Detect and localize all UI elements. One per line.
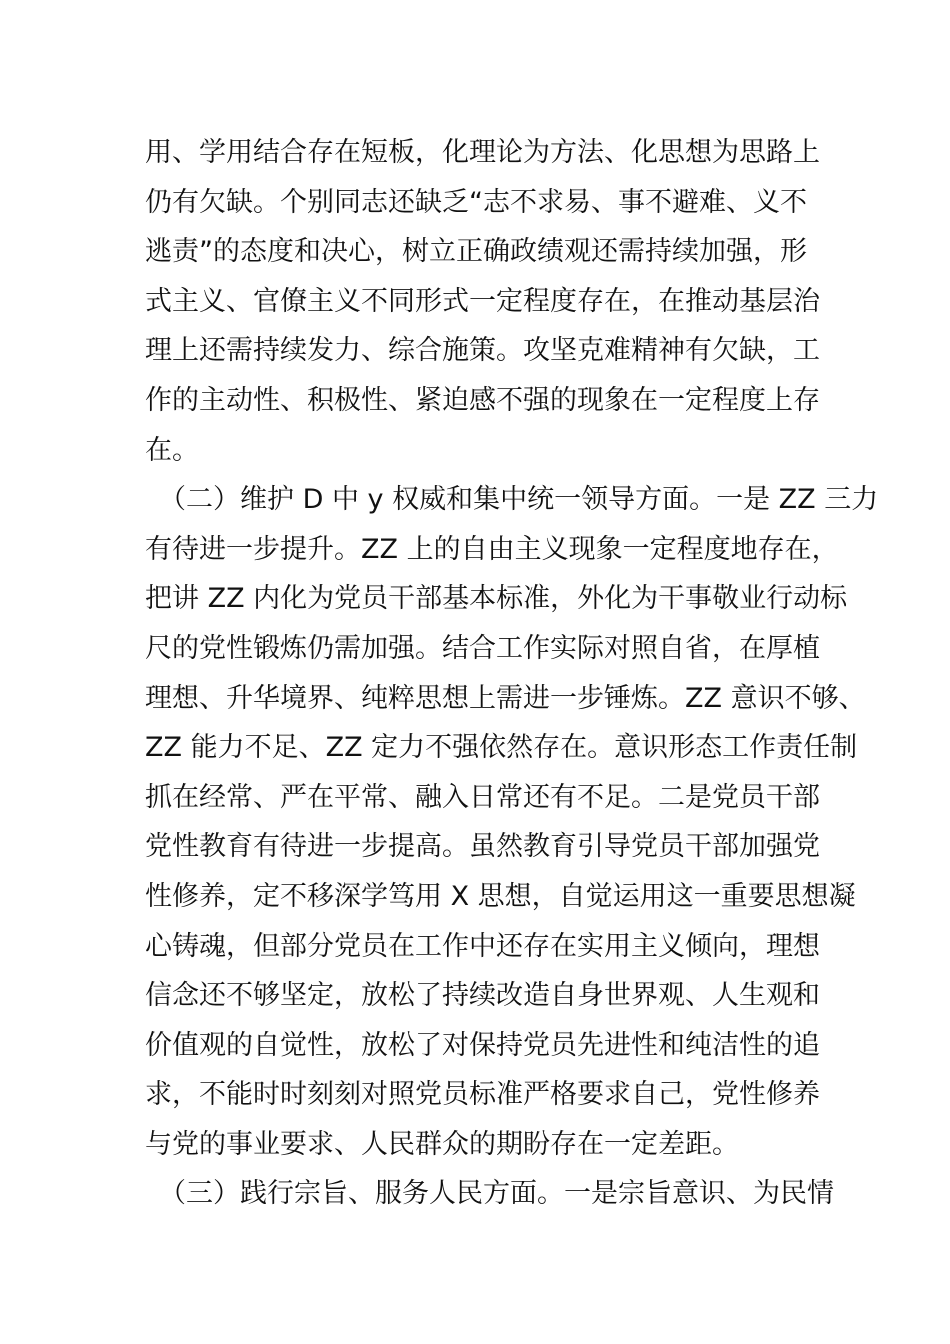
text-line: 抓在经常、严在平常、融入日常还有不足。二是党员干部	[145, 781, 820, 813]
text-line: 求，不能时时刻刻对照党员标准严格要求自己，党性修养	[145, 1079, 820, 1111]
text-line: 仍有欠缺。个别同志还缺乏“志不求易、事不避难、义不	[145, 186, 807, 218]
text-line: 有待进一步提升。ZZ 上的自由主义现象一定程度地存在，	[145, 533, 839, 565]
text-line: 逃责”的态度和决心，树立正确政绩观还需持续加强，形	[145, 236, 807, 268]
text-line: 把讲 ZZ 内化为党员干部基本标准，外化为干事敬业行动标	[145, 583, 848, 615]
section-heading-line: （三）践行宗旨、服务人民方面。一是宗旨意识、为民情	[159, 1178, 834, 1210]
text-line: 心铸魂，但部分党员在工作中还存在实用主义倾向，理想	[145, 930, 820, 962]
text-line: 用、学用结合存在短板，化理论为方法、化思想为思路上	[145, 137, 820, 168]
text-line: 式主义、官僚主义不同形式一定程度存在，在推动基层治	[145, 285, 820, 317]
text-line: 作的主动性、积极性、紧迫感不强的现象在一定程度上存	[145, 384, 820, 416]
text-line: 理想、升华境界、纯粹思想上需进一步锤炼。ZZ 意识不够、	[145, 682, 866, 714]
text-line: 价值观的自觉性，放松了对保持党员先进性和纯洁性的追	[145, 1029, 820, 1061]
text-line: 理上还需持续发力、综合施策。攻坚克难精神有欠缺，工	[145, 335, 820, 367]
text-line: 党性教育有待进一步提高。虽然教育引导党员干部加强党	[145, 831, 820, 863]
text-line: 性修养，定不移深学笃用 X 思想，自觉运用这一重要思想凝	[145, 880, 856, 912]
text-line: ZZ 能力不足、ZZ 定力不强依然存在。意识形态工作责任制	[145, 732, 858, 764]
body-text	[145, 128, 879, 1219]
text-line: 与党的事业要求、人民群众的期盼存在一定差距。	[145, 1128, 739, 1160]
section-heading-line: （二）维护 D 中 y 权威和集中统一领导方面。一是 ZZ 三力	[159, 484, 879, 516]
text-line: 尺的党性锻炼仍需加强。结合工作实际对照自省，在厚植	[145, 632, 820, 664]
text-line: 在。	[145, 434, 199, 466]
text-line: 信念还不够坚定，放松了持续改造自身世界观、人生观和	[145, 980, 820, 1012]
